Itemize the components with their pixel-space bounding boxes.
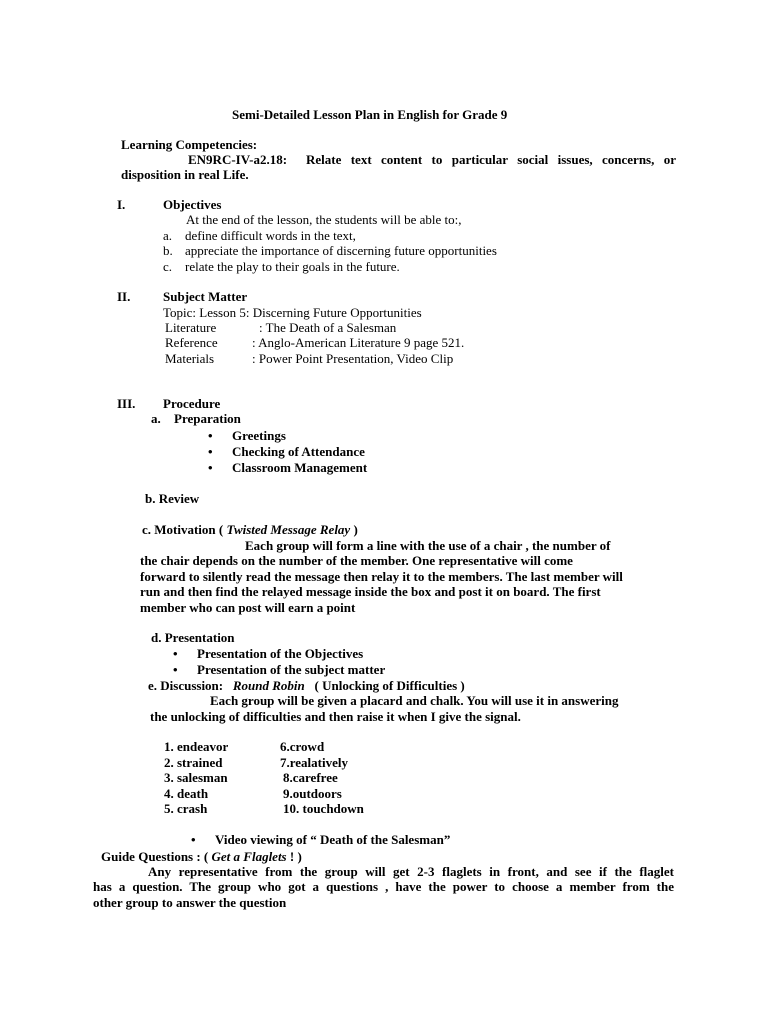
- word-right-8: 8.carefree: [283, 770, 338, 785]
- discussion-line-2: the unlocking of difficulties and then raise it when I give the signal.: [150, 709, 521, 724]
- motivation-line-3: forward to silently read the message then relay it to the members. The last member will: [140, 569, 623, 584]
- materials-label: Materials: [165, 351, 215, 366]
- objective-letter-a: a.: [163, 228, 173, 243]
- word-right-7: 7.realatively: [280, 755, 348, 770]
- discussion-heading: e. Discussion: Round Robin ( Unlocking of Difficulties ): [148, 678, 465, 693]
- review-heading: b. Review: [145, 491, 200, 506]
- objectives-intro: At the end of the lesson, the students will be able to:,: [186, 212, 462, 227]
- subject-heading: Subject Matter: [163, 289, 248, 304]
- procedure-heading: Procedure: [163, 396, 221, 411]
- motivation-heading: c. Motivation ( Twisted Message Relay ): [142, 522, 358, 537]
- motivation-line-4: run and then find the relayed message inside the box and post it on board. The first: [140, 584, 601, 599]
- objective-item-c: relate the play to their goals in the future.: [185, 259, 400, 274]
- guide-line-1: Any representative from the group will get 2-3 flaglets in front, and see if the flaglet: [148, 864, 674, 879]
- objectives-heading: Objectives: [163, 197, 222, 212]
- word-right-9: 9.outdoors: [283, 786, 342, 801]
- literature-label: Literature: [165, 320, 217, 335]
- preparation-label: a.: [151, 411, 161, 426]
- word-left-2: 2. strained: [164, 755, 223, 770]
- competency-text-2: disposition in real Life.: [121, 167, 249, 182]
- procedure-numeral: III.: [117, 396, 136, 411]
- guide-line-2: has a question. The group who got a questions , have the power to choose a member from the: [93, 879, 674, 894]
- reference-label: Reference: [165, 335, 218, 350]
- guide-questions-heading: Guide Questions : ( Get a Flaglets ! ): [101, 849, 302, 864]
- subject-topic: Topic: Lesson 5: Discerning Future Opportunities: [163, 305, 422, 320]
- competencies-heading: Learning Competencies:: [121, 137, 258, 152]
- discussion-title: Round Robin: [232, 678, 305, 693]
- presentation-heading: d. Presentation: [151, 630, 235, 645]
- word-left-1: 1. endeavor: [164, 739, 229, 754]
- bullet-icon: •: [173, 646, 178, 661]
- word-left-3: 3. salesman: [164, 770, 228, 785]
- motivation-title: Twisted Message Relay: [226, 522, 351, 537]
- motivation-line-2: the chair depends on the number of the member. One representative will come: [140, 553, 573, 568]
- reference-value: : Anglo-American Literature 9 page 521.: [252, 335, 465, 350]
- literature-value: : The Death of a Salesman: [259, 320, 397, 335]
- bullet-icon: •: [208, 428, 213, 443]
- document-title: Semi-Detailed Lesson Plan in English for Grade 9: [232, 107, 508, 122]
- bullet-icon: •: [208, 444, 213, 459]
- bullet-icon: •: [208, 460, 213, 475]
- word-right-10: 10. touchdown: [283, 801, 364, 816]
- objective-item-a: define difficult words in the text,: [185, 228, 356, 243]
- subject-numeral: II.: [117, 289, 131, 304]
- word-left-4: 4. death: [164, 786, 209, 801]
- motivation-line-1: Each group will form a line with the use of a chair , the number of: [245, 538, 611, 553]
- competency-text: Relate text content to particular social issues, concerns, or: [306, 152, 676, 167]
- objective-item-b: appreciate the importance of discerning future opportunities: [185, 243, 497, 258]
- bullet-icon: •: [173, 662, 178, 677]
- objective-letter-c: c.: [163, 259, 173, 274]
- objectives-numeral: I.: [117, 197, 126, 212]
- discussion-line-1: Each group will be given a placard and chalk. You will use it in answering: [210, 693, 619, 708]
- competency-code: EN9RC-IV-a2.18:: [188, 152, 288, 167]
- word-right-6: 6.crowd: [280, 739, 325, 754]
- materials-value: : Power Point Presentation, Video Clip: [252, 351, 454, 366]
- guide-title: Get a Flaglets: [211, 849, 287, 864]
- motivation-line-5: member who can post will earn a point: [140, 600, 356, 615]
- lesson-plan-page: Semi-Detailed Lesson Plan in English for Grade 9 Learning Competencies: EN9RC-IV-a2.18: Relate text content to particular social issues, concerns, or disposition in real Life. I. Objectives At the end of the lesson, the students will be able to:, a. define difficult words in the text, b. appreciate the importance of discerning future opportunities c. relate the play to their goals in the future. II. Subject Matter Topic: Lesson 5: Discerning Future Opportunities Literature : The Death of a Salesman Reference : Anglo-American Literature 9 page 521. Materials : Power Point Presentation, Video Clip III. Procedure a. Preparation • Greetings • Checking of Attendance • Classroom Management b. Review c. Motivation ( Twisted Message Relay ) Each group will form a line with the use of a chair , the number of the chair depends on the number of the member. One representative will come forward to silently read the message then relay it to the members. The last member will run and then find the relayed message inside the box and post it on board. The first member who can post will earn a point d. Presentation • Presentation of the Objectives • Presentation of the subject matter e. Discussion: Round Robin ( Unlocking of Difficulties ) Each group will be given a placard and chalk. You will use it in answering the unlocking of difficulties and then raise it when I give the signal. 1. endeavor 2. strained 3. salesman 4. death 5. crash 6.crowd 7.realatively 8.carefree 9.outdoors 10. touchdown • Video viewing of “ Death of the Salesman” Guide Questions : ( Get a Flaglets ! ) Any representative from the group will get 2-3 flaglets in front, and see if the flaglet has a question. The group who got a questions , have the power to choose a member from the other group to answer the question: [93, 107, 676, 910]
- objective-letter-b: b.: [163, 243, 173, 258]
- bullet-icon: •: [191, 832, 196, 847]
- preparation-heading: Preparation: [174, 411, 241, 426]
- guide-line-3: other group to answer the question: [93, 895, 287, 910]
- word-left-5: 5. crash: [164, 801, 208, 816]
